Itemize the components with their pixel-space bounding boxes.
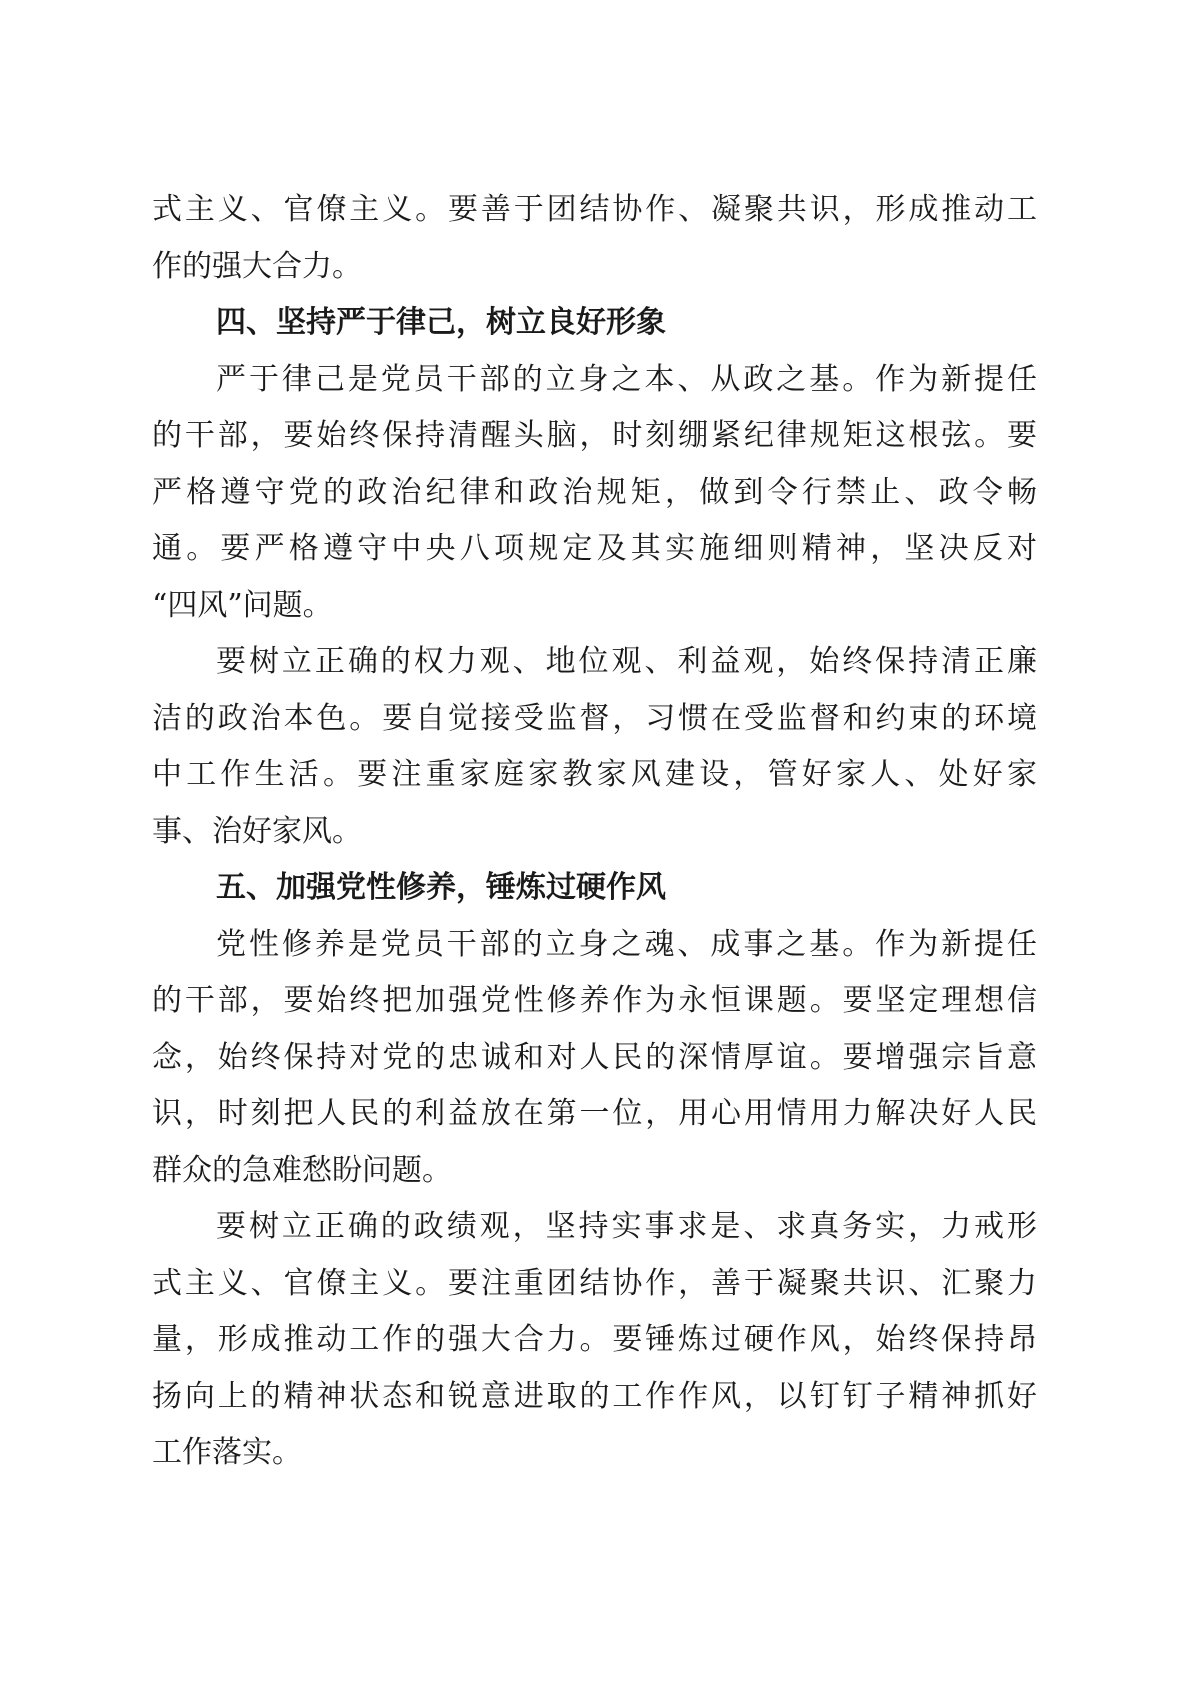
body-line: 量，形成推动工作的强大合力。要锤炼过硬作风，始终保持昂 <box>152 1322 1037 1357</box>
body-line: 作的强大合力。 <box>152 248 362 284</box>
body-line: 事、治好家风。 <box>152 813 362 849</box>
body-line: 要树立正确的政绩观，坚持实事求是、求真务实，力戒形 <box>216 1209 1037 1244</box>
section-heading: 五、加强党性修养，锤炼过硬作风 <box>216 870 666 905</box>
body-line: 洁的政治本色。要自觉接受监督，习惯在受监督和约束的环境 <box>152 700 1037 736</box>
body-line: 式主义、官僚主义。要善于团结协作、凝聚共识，形成推动工 <box>152 192 1037 227</box>
section-heading: 四、坚持严于律己，树立良好形象 <box>216 305 666 340</box>
body-line: 式主义、官僚主义。要注重团结协作，善于凝聚共识、汇聚力 <box>152 1265 1037 1301</box>
body-line: 严于律己是党员干部的立身之本、从政之基。作为新提任 <box>216 361 1037 397</box>
body-line: 党性修养是党员干部的立身之魂、成事之基。作为新提任 <box>216 926 1037 962</box>
body-line: “四风”问题。 <box>152 587 333 623</box>
body-line: 群众的急难愁盼问题。 <box>152 1152 452 1188</box>
body-line: 的干部，要始终保持清醒头脑，时刻绷紧纪律规矩这根弦。要 <box>152 418 1037 453</box>
body-line: 念，始终保持对党的忠诚和对人民的深情厚谊。要增强宗旨意 <box>152 1039 1037 1075</box>
body-line: 识，时刻把人民的利益放在第一位，用心用情用力解决好人民 <box>152 1096 1037 1131</box>
body-line: 中工作生活。要注重家庭家教家风建设，管好家人、处好家 <box>152 757 1037 792</box>
body-line: 工作落实。 <box>152 1435 302 1470</box>
body-line: 扬向上的精神状态和锐意进取的工作作风，以钉钉子精神抓好 <box>152 1378 1037 1414</box>
body-line: 的干部，要始终把加强党性修养作为永恒课题。要坚定理想信 <box>152 983 1037 1018</box>
document-body <box>152 182 1037 1482</box>
body-line: 要树立正确的权力观、地位观、利益观，始终保持清正廉 <box>216 644 1037 679</box>
body-line: 通。要严格遵守中央八项规定及其实施细则精神，坚决反对 <box>152 531 1037 566</box>
body-line: 严格遵守党的政治纪律和政治规矩，做到令行禁止、政令畅 <box>152 474 1037 510</box>
